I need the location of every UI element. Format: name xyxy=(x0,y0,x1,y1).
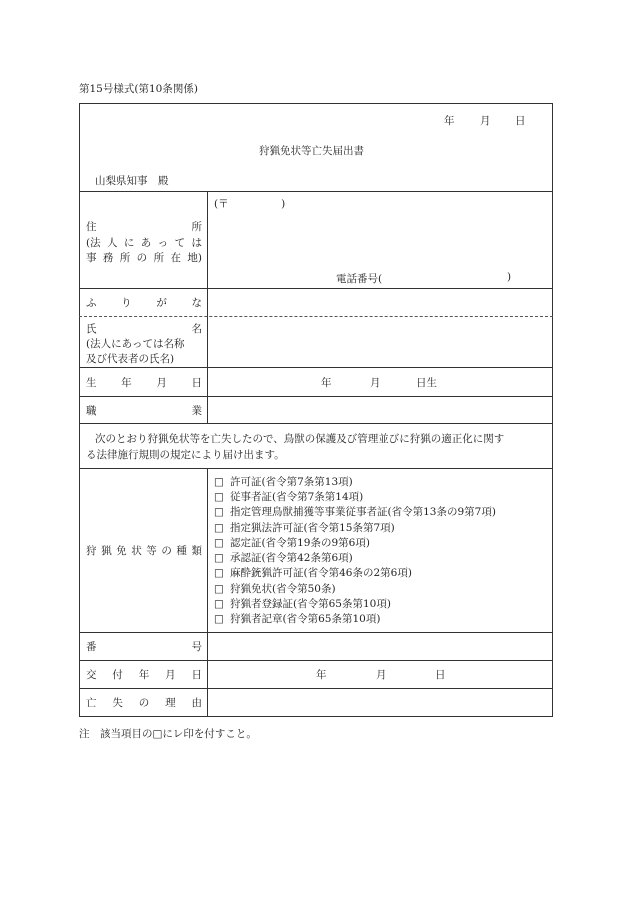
name-label: 氏 名 xyxy=(86,323,202,335)
license-option-certification[interactable]: □ 認定証(省令第19条の9第6項) xyxy=(214,536,370,551)
license-type-label: 狩 猟 免 状 等 の 種 類 xyxy=(86,545,202,557)
number-input[interactable] xyxy=(209,634,549,658)
address-label-sub2: 事 務 所 の 所 在 地) xyxy=(86,252,202,264)
license-option-badge[interactable]: □ 狩猟者記章(省令第65条第10項) xyxy=(214,612,380,627)
statement-line2: る法律施行規則の規定により届け出ます。 xyxy=(86,449,285,461)
license-option-designated-capture[interactable]: □ 指定管理鳥獣捕獲等事業従事者証(省令第13条の9第7項) xyxy=(214,505,496,520)
license-option-designated-method[interactable]: □ 指定猟法許可証(省令第15条第7項) xyxy=(214,521,395,536)
checkbox[interactable]: □ xyxy=(214,583,224,595)
form-number: 第15号様式(第10条関係) xyxy=(79,83,198,95)
occupation-label: 職 業 xyxy=(86,405,202,417)
license-option-worker[interactable]: □ 従事者証(省令第7条第14項) xyxy=(214,490,363,505)
statement-line1: 次のとおり狩猟免状等を亡失したので、鳥獣の保護及び管理並びに狩猟の適正化に関す xyxy=(95,433,505,445)
header-date-day: 日 xyxy=(515,115,526,127)
checkbox[interactable]: □ xyxy=(214,522,224,534)
checkbox[interactable]: □ xyxy=(214,598,224,610)
phone-close: ) xyxy=(507,271,512,283)
birthdate-day: 日生 xyxy=(416,377,437,389)
footnote: 注 該当項目の□にレ印を付すこと。 xyxy=(79,728,257,740)
address-label-sub1: (法 人 に あ っ て は xyxy=(86,237,202,249)
phone-label: 電話番号( xyxy=(336,273,383,285)
addressee: 山梨県知事 殿 xyxy=(95,175,169,187)
birthdate-label: 生 年 月 日 xyxy=(86,377,202,389)
checkbox[interactable]: □ xyxy=(214,552,224,564)
issue-date-month: 月 xyxy=(376,669,387,681)
issue-date-year: 年 xyxy=(316,669,327,681)
checkbox[interactable]: □ xyxy=(214,506,224,518)
postal-code-field[interactable]: (〒 ) xyxy=(214,198,286,210)
address-input-area[interactable] xyxy=(209,212,549,268)
license-option-registration[interactable]: □ 狩猟者登録証(省令第65条第10項) xyxy=(214,597,391,612)
checkbox[interactable]: □ xyxy=(214,537,224,549)
name-label-sub2: 及び代表者の氏名) xyxy=(86,353,175,365)
license-option-anesthetic[interactable]: □ 麻酔銃猟許可証(省令第46条の2第6項) xyxy=(214,566,412,581)
loss-reason-label: 亡 失 の 理 由 xyxy=(86,697,202,709)
checkbox[interactable]: □ xyxy=(214,476,224,488)
license-option-approval[interactable]: □ 承認証(省令第42条第6項) xyxy=(214,551,353,566)
number-label: 番 号 xyxy=(86,641,202,653)
checkbox[interactable]: □ xyxy=(214,613,224,625)
occupation-input[interactable] xyxy=(209,398,549,421)
phone-input[interactable] xyxy=(400,270,504,284)
issue-date-day: 日 xyxy=(435,669,446,681)
checkbox[interactable]: □ xyxy=(214,491,224,503)
issue-date-label: 交 付 年 月 日 xyxy=(86,669,202,681)
name-input[interactable] xyxy=(209,319,549,365)
birthdate-year: 年 xyxy=(321,377,332,389)
furigana-input[interactable] xyxy=(209,290,549,314)
checkbox[interactable]: □ xyxy=(214,567,224,579)
furigana-label: ふ り が な xyxy=(86,297,202,309)
loss-reason-input[interactable] xyxy=(209,690,549,714)
address-label: 住 所 xyxy=(86,221,202,233)
name-label-sub1: (法人にあっては名称 xyxy=(86,338,185,350)
license-option-permit[interactable]: □ 許可証(省令第7条第13項) xyxy=(214,475,353,490)
header-date-month: 月 xyxy=(480,115,491,127)
license-option-hunting-license[interactable]: □ 狩猟免状(省令第50条) xyxy=(214,582,336,597)
form-title: 狩猟免状等亡失届出書 xyxy=(259,145,364,157)
birthdate-month: 月 xyxy=(370,377,381,389)
header-date-year: 年 xyxy=(444,115,455,127)
